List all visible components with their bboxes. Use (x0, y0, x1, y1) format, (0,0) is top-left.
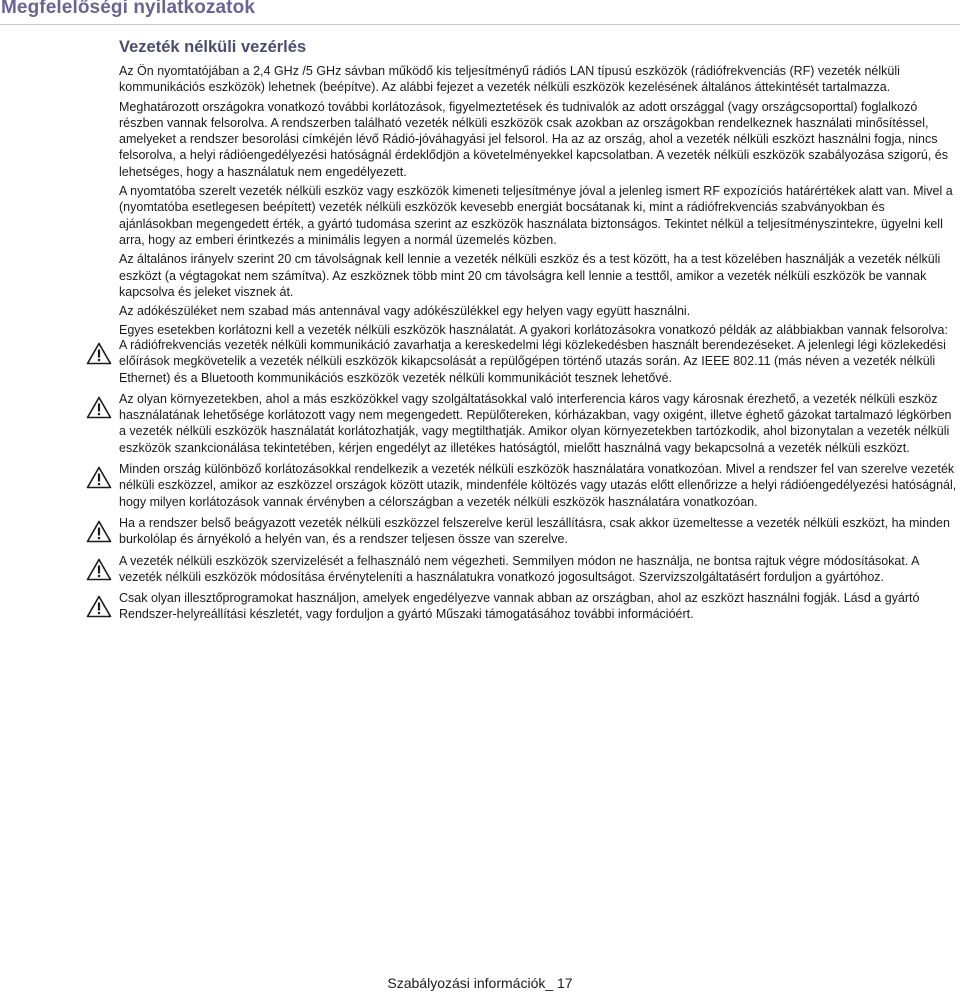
warning-item (86, 553, 960, 586)
paragraph-distance: Az általános irányelv szerint 20 cm távolságnak kell lennie a vezeték nélküli eszköz és a test között, ha a test közelében használják a vezeték nélküli eszközt (a végtagokat nem számítva). Az eszköznek több mint 20 cm távolságra kell lennie a testtől, amikor a vezeték nélküli eszközök be vannak kapcsolva és jeleket visznek át. (119, 252, 941, 299)
warning-triangle-icon (86, 396, 112, 419)
warning-triangle-icon (86, 595, 112, 618)
warning-text: A rádiófrekvenciás vezeték nélküli kommunikáció zavarhatja a kereskedelmi légi közlekedésben használt berendezéseket. A jelenlegi légi közlekedési előírások megkövetelik a vezeték nélküli eszközök kikapcsolását a repülőgépen történő utazás során. Az IEEE 802.11 (más néven a vezeték nélküli Ethernet) és a Bluetooth kommunikációs eszközök vezeték nélküli kommunikációt tesznek lehetővé. (119, 338, 946, 385)
warning-text: Ha a rendszer belső beágyazott vezeték nélküli eszközzel felszerelve kerül leszállításra, csak akkor üzemeltesse a vezeték nélküli eszközt, ha minden burkolólap és árnyékoló a helyén van, és a rendszer teljesen össze van szerelve. (119, 515, 950, 547)
warning-text: Csak olyan illesztőprogramokat használjon, amelyek engedélyezve vannak abban az országban, ahol az eszközt használni fogják. Lásd a gyártó Rendszer-helyreállítási készletét, vagy forduljon a gyártó Műszaki támogatásához további információért. (119, 591, 920, 622)
warning-item (86, 337, 960, 386)
paragraph-antenna: Az adókészüléket nem szabad más antennával vagy adókészülékkel egy helyen vagy együtt használni. (119, 304, 691, 319)
paragraph-exposure: A nyomtatóba szerelt vezeték nélküli eszköz vagy eszközök kimeneti teljesítménye jóval a jelenleg ismert RF expozíciós határértékek alatt van. Mivel a (nyomtatóba esetlegesen beépített) vezeték nélküli eszközök kevesebb energiát bocsátanak ki, mint a rádiófrekvenciás szabványokban és ajánlásokban megengedett érték, a gyártó tudomása szerint az eszközök használata biztonságos. Tekintet nélkül a teljesítményszintekre, ügyelni kell arra, hogy az emberi érintkezés a minimális legyen a normál üzemelés közben. (119, 184, 953, 247)
paragraph-intro: Az Ön nyomtatójában a 2,4 GHz /5 GHz sávban működő kis teljesítményű rádiós LAN típusú eszközök (rádiófrekvenciás (RF) vezeték nélküli kommunikációs eszközök) lehetnek (beépítve). Az alábbi fejezet a vezeték nélküli eszközök kezelésének általános áttekintését tartalmazza. (119, 64, 900, 95)
paragraph-restrictions: Egyes esetekben korlátozni kell a vezeték nélküli eszközök használatát. A gyakori korlátozásokra vonatkozó példák az alábbiakban vannak felsorolva: (119, 323, 948, 338)
warning-text: A vezeték nélküli eszközök szervizelését a felhasználó nem végezheti. Semmilyen módon ne használja, ne bontsa rajtuk végre módosításokat. A vezeték nélküli eszközök módosítása érvényteleníti a használatukra vonatkozó jogosultságot. Szervizszolgáltatásért forduljon a gyártóhoz. (119, 553, 919, 584)
warning-item (86, 391, 960, 456)
warning-triangle-icon (86, 466, 112, 489)
page-footer: Szabályozási információk_ 17 (387, 975, 573, 991)
warning-item (86, 461, 960, 510)
page-title: Megfelelőségi nyilatkozatok (1, 0, 255, 18)
warning-triangle-icon (86, 520, 112, 543)
warning-triangle-icon (86, 558, 112, 581)
page-header (0, 0, 960, 25)
section-title: Vezeték nélküli vezérlés (119, 38, 307, 56)
warning-text: Az olyan környezetekben, ahol a más eszközökkel vagy szolgáltatásokkal való interferencia káros vagy károsnak érezhető, a vezeték nélküli eszköz használatának lehetősége korlátozott vagy nem megengedett. Repülőtereken, kórházakban, vagy oxigént, illetve éghető gázokat tartalmazó légkörben a vezeték nélküli eszközök használatát korlátozhatják, vagy megtilthatják. Amikor olyan környezetekben tartózkodik, ahol bizonytalan a vezeték nélküli eszközök szankcionálása tekintetében, kérjen engedélyt az illetékes hatóságtól, mielőtt használná vagy bekapcsolná a vezeték nélküli eszközt. (119, 391, 952, 455)
paragraph-countries: Meghatározott országokra vonatkozó további korlátozások, figyelmeztetések és tudnivalók az adott országgal (vagy országcsoporttal) foglalkozó részben vannak felsorolva. A rendszerben található vezeték nélküli eszközök csak azokban az országokban rendelkeznek használati minősítéssel, amelyeket a rendszer besorolási címkéjén lévő Rádió-jóváhagyási jel felsorol. Ha az az ország, ahol a vezeték nélküli eszközt használni fogja, nincs felsorolva, a helyi rádióengedélyezési hatóságnál érdeklődjön a követelményekkel kapcsolatban. A vezeték nélküli eszközök szabályozása szigorú, és lehetséges, hogy a használatuk nem engedélyezett. (119, 99, 948, 179)
warning-list (86, 337, 960, 628)
warning-item (86, 590, 960, 623)
warning-item (86, 515, 960, 548)
warning-text: Minden ország különböző korlátozásokkal rendelkezik a vezeték nélküli eszközök használatára vonatkozóan. Mivel a rendszer fel van szerelve vezeték nélküli eszközzel, amikor az eszközzel országok között utazik, mindenféle költözés vagy utazás előtt ellenőrizze a helyi rádióengedélyezési hatóságnál, hogy milyen korlátozások vannak érvényben a célországban a vezeték nélküli eszközök használatára vonatkozóan. (119, 462, 957, 509)
warning-triangle-icon (86, 342, 112, 365)
main-content (119, 38, 957, 342)
